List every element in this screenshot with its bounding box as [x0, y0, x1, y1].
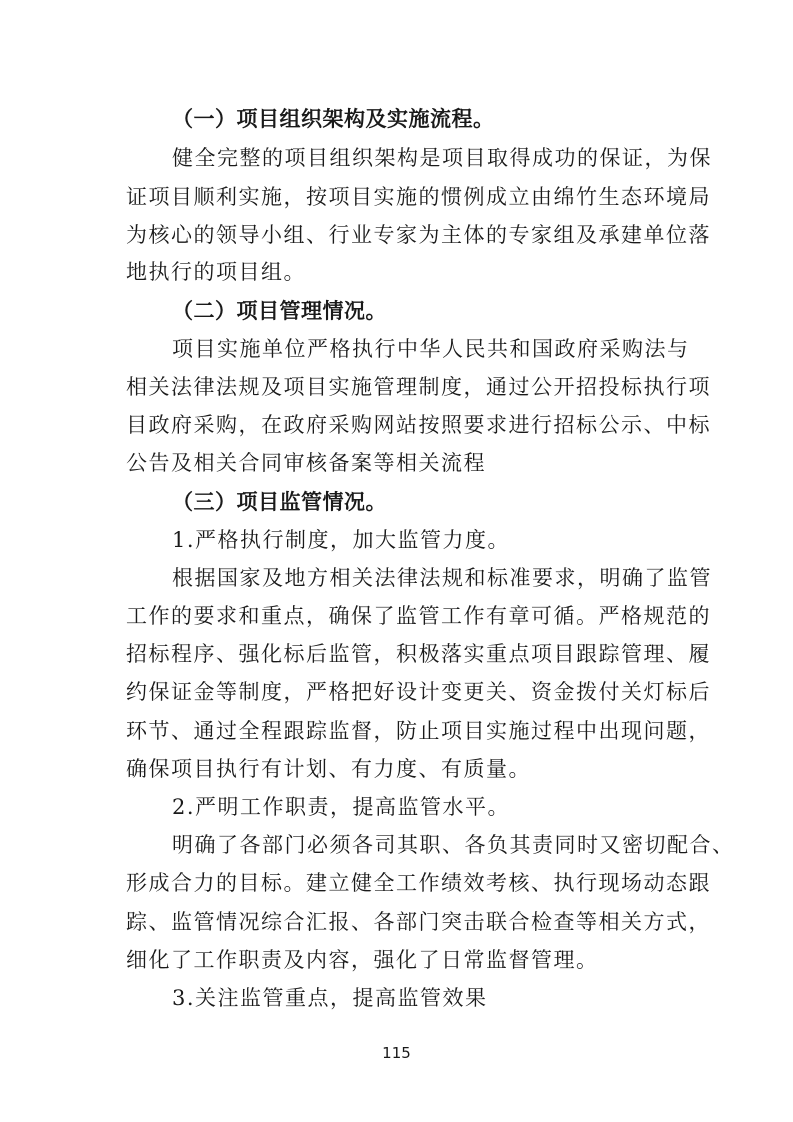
paragraph-line: 证项目顺利实施，按项目实施的惯例成立由绵竹生态环境局 [126, 185, 711, 209]
section-heading-3: （三）项目监管情况。 [172, 489, 387, 514]
paragraph-line: 相关法律法规及项目实施管理制度，通过公开招投标执行项 [126, 375, 711, 399]
paragraph-line: 工作的要求和重点，确保了监管工作有章可循。严格规范的 [126, 604, 711, 628]
subsection-heading: 1.严格执行制度，加大监管力度。 [172, 528, 511, 552]
paragraph-line: 约保证金等制度，严格把好设计变更关、资金拨付关灯标后 [126, 680, 711, 704]
paragraph-line: 目政府采购，在政府采购网站按照要求进行招标公示、中标 [126, 413, 711, 437]
paragraph-line: 踪、监管情况综合汇报、各部门突击联合检查等相关方式， [126, 910, 711, 934]
paragraph-line: 地执行的项目组。 [126, 260, 306, 284]
paragraph-line: 环节、通过全程跟踪监督，防止项目实施过程中出现问题， [126, 719, 711, 743]
paragraph-line: 公告及相关合同审核备案等相关流程 [126, 451, 486, 475]
paragraph-line: 招标程序、强化标后监管，积极落实重点项目跟踪管理、履 [126, 642, 711, 666]
subsection-heading: 2.严明工作职责，提高监管水平。 [172, 795, 511, 819]
paragraph-line: 形成合力的目标。建立健全工作绩效考核、执行现场动态跟 [126, 871, 711, 895]
section-heading-2: （二）项目管理情况。 [172, 298, 387, 323]
paragraph-line: 根据国家及地方相关法律法规和标准要求，明确了监管 [172, 566, 712, 590]
paragraph-line: 明确了各部门必须各司其职、各负其责同时又密切配合、 [172, 833, 735, 857]
paragraph-line: 项目实施单位严格执行中华人民共和国政府采购法与 [172, 337, 690, 361]
paragraph-line: 健全完整的项目组织架构是项目取得成功的保证，为保 [172, 146, 712, 170]
paragraph-line: 确保项目执行有计划、有力度、有质量。 [126, 757, 531, 781]
paragraph-line: 细化了工作职责及内容，强化了日常监督管理。 [126, 948, 599, 972]
subsection-heading: 3.关注监管重点，提高监管效果 [172, 986, 488, 1010]
page-number: 115 [382, 1044, 411, 1062]
section-heading-1: （一）项目组织架构及实施流程。 [172, 106, 495, 131]
paragraph-line: 为核心的领导小组、行业专家为主体的专家组及承建单位落 [126, 223, 711, 247]
